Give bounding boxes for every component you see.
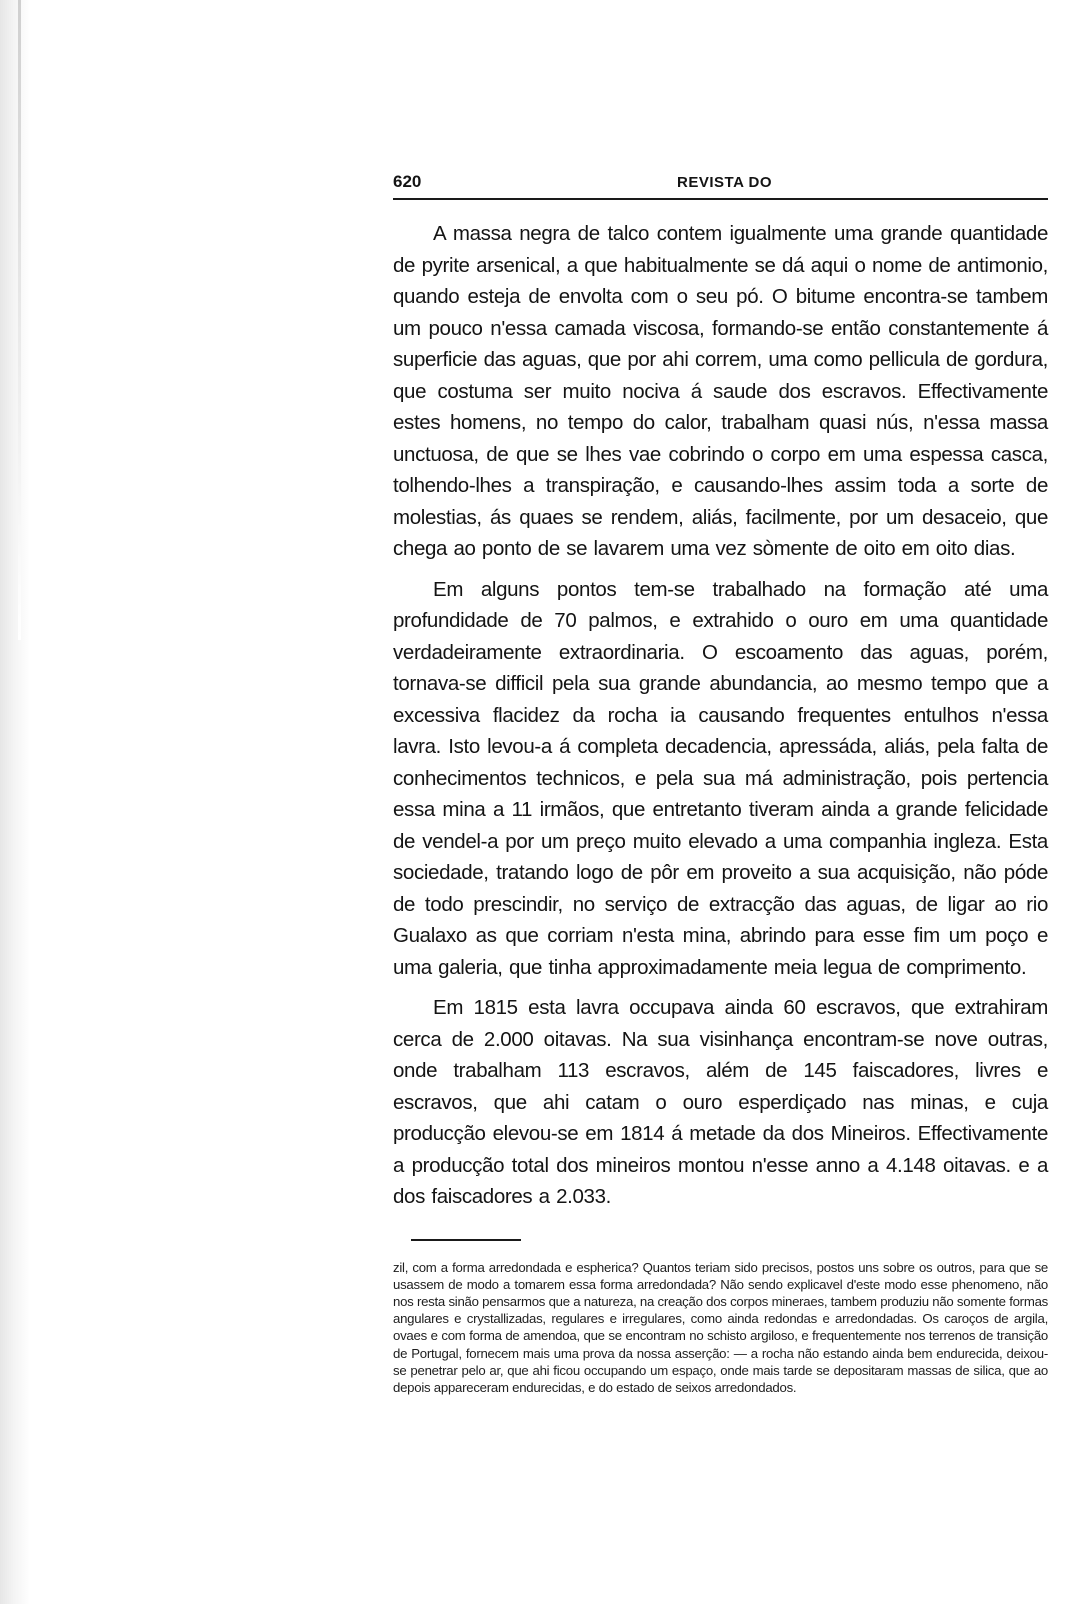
paragraph-2: Em alguns pontos tem-se trabalhado na formação até uma profundidade de 70 palmos, e extrahido o ouro em uma quantidade verdadeiramente extraordinaria. O escoamento das aguas, porém, tornava-se difficil pela sua grande abundancia, ao mesmo tempo que a excessiva flacidez da rocha ia causando frequentes entulhos n'essa lavra. Isto levou-a á completa decadencia, apressáda, aliás, pela falta de conhecimentos technicos, e pela sua má administração, pois pertencia essa mina a 11 irmãos, que entretanto tiveram ainda a grande felicidade de vendel-a por um preço muito elevado a uma companhia ingleza. Esta sociedade, tratando logo de pôr em proveito a sua acquisição, não póde de todo prescindir, no serviço de extracção das aguas, de ligar ao rio Gualaxo as que corriam n'esta mina, abrindo para esse fim um poço e uma galeria, que tinha approximadamente meia legua de comprimento. (393, 577, 1048, 979)
document-page (393, 168, 1048, 1396)
body-text (393, 218, 1048, 1213)
scan-shadow-edge (0, 0, 30, 1604)
paragraph-1: A massa negra de talco contem igualmente uma grande quantidade de pyrite arsenical, a que habitualmente se dá aqui o nome de antimonio, quando esteja de envolta com o seu pó. O bitume encontra-se tambem um pouco n'essa camada viscosa, formando-se então constantemente á superficie das aguas, que por ahi correm, uma como pellicula de gordura, que costuma ser muito nociva á saude dos escravos. Effectivamente estes homens, no tempo do calor, trabalham quasi nús, n'essa massa unctuosa, de que se lhes vae cobrindo o corpo em uma espessa casca, tolhendo-lhes a transpiração, e causando-lhes assim toda a sorte de molestias, ás quaes se rendem, aliás, facilmente, por um desaceio, que chega ao ponto de se lavarem uma vez sòmente de oito em oito dias. (393, 222, 1048, 560)
page-number: 620 (393, 172, 422, 191)
running-head (393, 168, 1048, 200)
scan-binding-line (18, 0, 21, 640)
running-title: REVISTA DO (677, 174, 773, 191)
paragraph-3: Em 1815 esta lavra occupava ainda 60 escravos, que extrahiram cerca de 2.000 oitavas. Na sua visinhança encontram-se nove outras, onde trabalham 113 escravos, além de 145 faiscadores, livres e escravos, que ahi catam o ouro esperdiçado nas minas, e cuja producção elevou-se em 1814 á metade da dos Mineiros. Effectivamente a producção total dos mineiros montou n'esse anno a 4.148 oitavas. e a dos faiscadores a 2.033. (393, 996, 1048, 1208)
footnote: zil, com a forma arredondada e espherica? Quantos teriam sido precisos, postos uns sobre os outros, para que se usassem de modo a tomarem essa forma arredondada? Não sendo explicavel d'este modo esse phenomeno, não nos resta sinão pensarmos que a natureza, na creação dos corpos mineraes, tambem produziu não somente formas angulares e crystallizadas, regulares e irregulares, como ainda redondas e arredondadas. Os caroços de argila, ovaes e com forma de amendoa, que se encontram no schisto argiloso, e frequentemente nos terrenos de transição de Portugal, fornecem mais uma prova da nossa asserção: — a rocha não estando ainda bem endurecida, deixou-se penetrar pelo ar, que ahi ficou occupando um espaço, onde mais tarde se depositaram massas de silica, que ao depois appareceram endurecidas, e do estado de seixos arredondados. (393, 1259, 1048, 1395)
footnote-rule (411, 1239, 521, 1241)
